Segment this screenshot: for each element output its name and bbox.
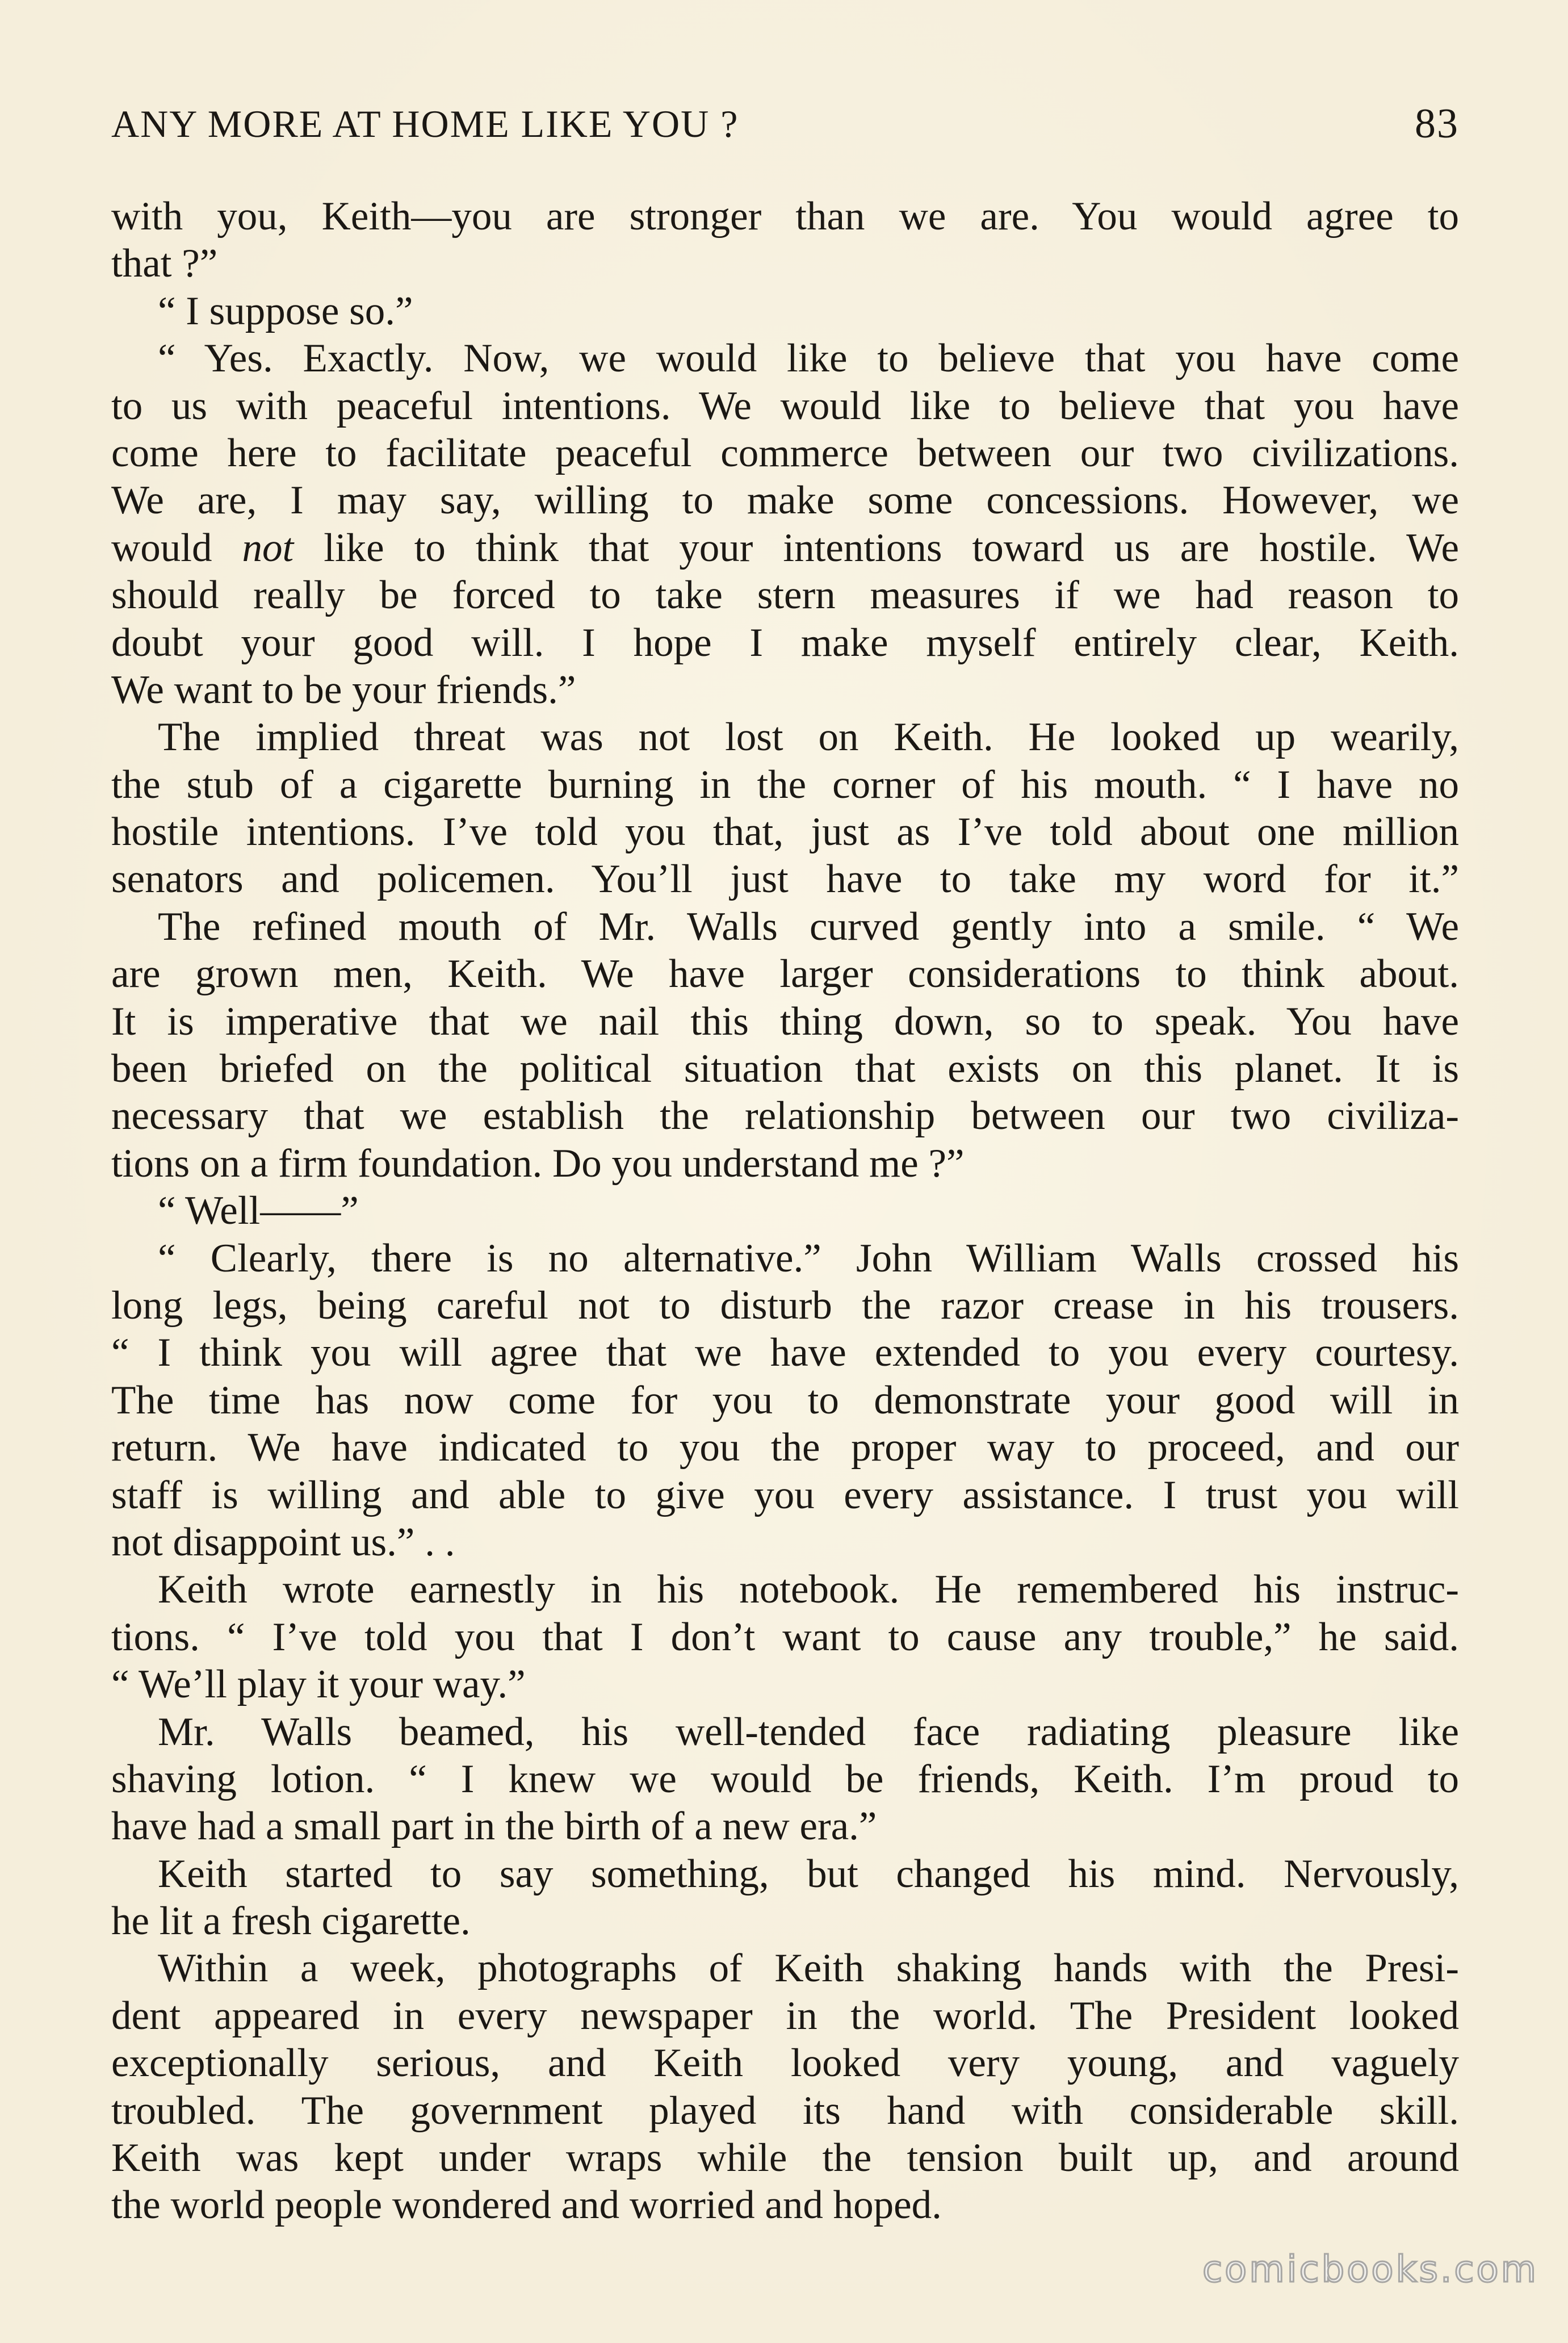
text-line: not disappoint us.” . . xyxy=(111,1520,455,1564)
text-line: long legs, being careful not to disturb the razor crease in his trousers. xyxy=(111,1283,1459,1328)
text-line: Keith was kept under wraps while the tension built up, and around xyxy=(111,2136,1459,2181)
text-line: dent appeared in every newspaper in the world. The President looked xyxy=(111,1993,1459,2038)
text-segment: would xyxy=(111,525,212,570)
text-line: “ I think you will agree that we have extended to you every courtesy. xyxy=(111,1331,1459,1375)
text-line: It is imperative that we nail this thing down, so to speak. You have xyxy=(111,999,1459,1044)
text-line: he lit a fresh cigarette. xyxy=(111,1899,471,1944)
text-line: We are, I may say, willing to make some concessions. However, we xyxy=(111,478,1459,523)
text-line: senators and policemen. You’ll just have to take my word for it.” xyxy=(111,857,1459,902)
text-line: shaving lotion. “ I knew we would be friends, Keith. I’m proud to xyxy=(111,1756,1459,1801)
text-line: have had a small part in the birth of a new era.” xyxy=(111,1804,877,1849)
text-line: The time has now come for you to demonstrate your good will in xyxy=(111,1378,1459,1422)
text-line: Keith wrote earnestly in his notebook. He remembered his instruc- xyxy=(158,1567,1459,1612)
text-line: “ Yes. Exactly. Now, we would like to believe that you have come xyxy=(158,336,1459,381)
text-line xyxy=(111,525,1459,572)
text-line: We want to be your friends.” xyxy=(111,667,576,712)
text-line: “ Well——” xyxy=(158,1189,359,1233)
body-text xyxy=(111,193,1459,2229)
text-line: to us with peaceful intentions. We would like to believe that you have xyxy=(111,383,1459,428)
text-line: exceptionally serious, and Keith looked very young, and vaguely xyxy=(111,2041,1459,2086)
text-line: hostile intentions. I’ve told you that, just as I’ve told about one million xyxy=(111,810,1459,855)
text-line: doubt your good will. I hope I make myself entirely clear, Keith. xyxy=(111,620,1459,665)
text-line: Mr. Walls beamed, his well-tended face radiating pleasure like xyxy=(158,1709,1459,1754)
text-line: Within a week, photographs of Keith shaking hands with the Presi- xyxy=(158,1946,1459,1991)
emphasis: not xyxy=(242,525,294,570)
text-line: are grown men, Keith. We have larger considerations to think about. xyxy=(111,952,1459,997)
text-line: come here to facilitate peaceful commerce between our two civilizations. xyxy=(111,430,1459,475)
text-line: The implied threat was not lost on Keith. He looked up wearily, xyxy=(158,715,1459,760)
text-line: staff is willing and able to give you every assistance. I trust you will xyxy=(111,1472,1459,1517)
text-line: “ We’ll play it your way.” xyxy=(111,1662,526,1707)
page-number: 83 xyxy=(1415,101,1459,147)
text-line: with you, Keith—you are stronger than we are. You would agree to xyxy=(111,194,1459,239)
text-line: troubled. The government played its hand with considerable skill. xyxy=(111,2088,1459,2133)
text-line: tions on a firm foundation. Do you understand me ?” xyxy=(111,1141,965,1186)
text-line: Keith started to say something, but changed his mind. Nervously, xyxy=(158,1851,1459,1896)
text-line: that ?” xyxy=(111,241,218,286)
running-head xyxy=(111,95,1459,152)
text-line: been briefed on the political situation that exists on this planet. It is xyxy=(111,1047,1459,1091)
text-line: tions. “ I’ve told you that I don’t want to cause any trouble,” he said. xyxy=(111,1614,1459,1659)
text-line: necessary that we establish the relationship between our two civiliza- xyxy=(111,1094,1459,1139)
text-line: “ I suppose so.” xyxy=(158,288,413,333)
text-line: The refined mouth of Mr. Walls curved gently into a smile. “ We xyxy=(158,904,1459,949)
text-line: “ Clearly, there is no alternative.” John William Walls crossed his xyxy=(158,1236,1459,1281)
watermark: comicbooks.com xyxy=(1202,2249,1538,2291)
text-line: the stub of a cigarette burning in the corner of his mouth. “ I have no xyxy=(111,762,1459,807)
text-line: return. We have indicated to you the proper way to proceed, and our xyxy=(111,1425,1459,1470)
running-title: ANY MORE AT HOME LIKE YOU ? xyxy=(111,102,739,145)
text-line: should really be forced to take stern measures if we had reason to xyxy=(111,573,1459,618)
text-line: the world people wondered and worried and hoped. xyxy=(111,2183,942,2228)
text-segment: like to think that your intentions toward us are hostile. We xyxy=(324,525,1459,570)
